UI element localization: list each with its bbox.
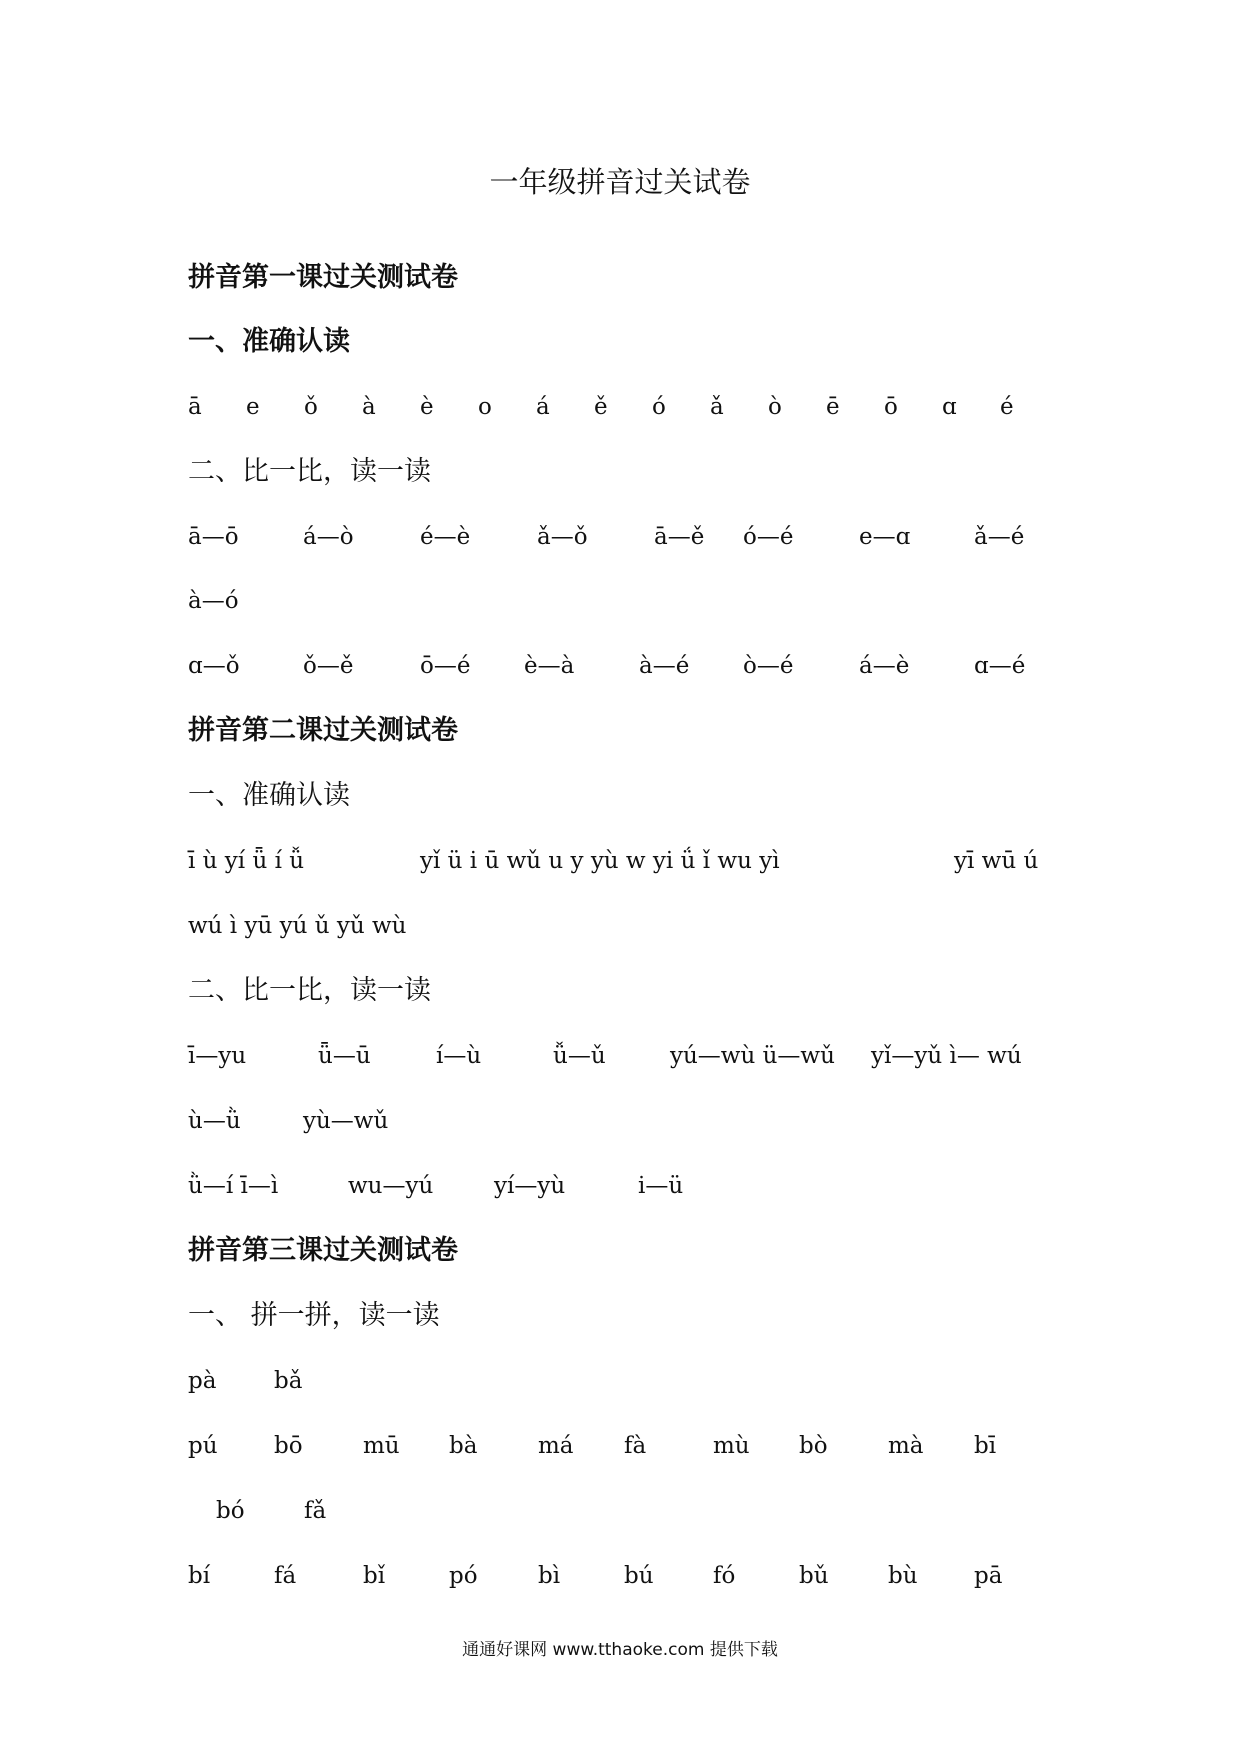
pinyin-item: i—ü [638,1173,684,1199]
lesson2-part2-heading: 二、比一比，读一读 [188,975,431,1006]
pinyin-item: bǎ [274,1368,303,1394]
pinyin-item: ǒ [304,394,318,420]
pinyin-item: yú—wù ü—wǔ [670,1043,835,1069]
pinyin-item: ò [768,394,782,420]
pinyin-item: ó [652,394,666,420]
pinyin-item: ō [884,394,898,420]
pinyin-item: bǔ [799,1563,829,1589]
pinyin-item: à [362,394,376,420]
pinyin-item: ā [188,394,202,420]
pinyin-item: má [538,1433,574,1459]
pinyin-item: bó [216,1498,245,1524]
lesson2-heading: 拼音第二课过关测试卷 [188,715,458,746]
pinyin-item: wu—yú [348,1173,434,1199]
pinyin-item: bì [538,1563,561,1589]
pinyin-item: ù—ǜ [188,1108,241,1134]
pinyin-item: fǎ [304,1498,327,1524]
pinyin-item: mù [713,1433,750,1459]
lesson3-part1-heading: 一、 拼一拼，读一读 [188,1300,440,1331]
pinyin-item: e [246,394,260,420]
pinyin-item: ō—é [420,653,471,679]
pinyin-item: à—é [639,653,690,679]
pinyin-item: yù—wǔ [303,1108,389,1134]
pinyin-item: ɑ [942,394,957,420]
pinyin-item: ǎ—ǒ [537,524,588,550]
pinyin-item: o [478,394,492,420]
pinyin-item: ǎ—é [974,524,1025,550]
pinyin-item: pó [449,1563,478,1589]
pinyin-item: ǜ—í ī—ì [188,1173,279,1199]
pinyin-item: ē [826,394,840,420]
pinyin-item: ɑ—é [974,653,1026,679]
pinyin-item: pú [188,1433,218,1459]
pinyin-item: ǖ—ū [318,1043,371,1069]
pinyin-item: ɑ—ǒ [188,653,240,679]
pinyin-item: ī ù yí ǖ í ǚ [188,848,305,874]
lesson1-heading: 拼音第一课过关测试卷 [188,262,458,293]
pinyin-item: ò—é [743,653,794,679]
pinyin-item: yǐ—yǔ ì— wú [871,1043,1022,1069]
pinyin-item: mū [363,1433,400,1459]
pinyin-item: á—ò [303,524,354,550]
lesson3-heading: 拼音第三课过关测试卷 [188,1235,458,1266]
pinyin-item: è—à [524,653,575,679]
pinyin-item: ǒ—ě [303,653,354,679]
pinyin-item: ě [594,394,608,420]
pinyin-item: é—è [420,524,471,550]
pinyin-item: fó [713,1563,736,1589]
pinyin-item: bà [449,1433,478,1459]
lesson1-part1-heading: 一、准确认读 [188,326,350,357]
pinyin-item: bī [974,1433,997,1459]
pinyin-item: fà [624,1433,647,1459]
lesson2-part1-heading: 一、准确认读 [188,780,350,811]
pinyin-item: á—è [859,653,910,679]
pinyin-item: bí [188,1563,211,1589]
pinyin-item: fá [274,1563,297,1589]
pinyin-item: pà [188,1368,217,1394]
pinyin-item: pā [974,1563,1003,1589]
pinyin-item: ó—é [743,524,794,550]
pinyin-item: ǚ—ǔ [553,1043,606,1069]
pinyin-item: bǐ [363,1563,386,1589]
pinyin-item: ǎ [710,394,724,420]
pinyin-item: bú [624,1563,654,1589]
pinyin-item: yí—yù [494,1173,566,1199]
pinyin-item: í—ù [436,1043,482,1069]
pinyin-item: bù [888,1563,918,1589]
pinyin-item: á [536,394,550,420]
pinyin-item: wú ì yū yú ǔ yǔ wù [188,913,407,939]
footer-credit: 通通好课网 www.tthaoke.com 提供下载 [462,1640,778,1660]
pinyin-item: ī—yu [188,1043,247,1069]
lesson1-part2-heading: 二、比一比，读一读 [188,456,431,487]
pinyin-item: à—ó [188,588,239,614]
pinyin-item: bò [799,1433,828,1459]
pinyin-item: mà [888,1433,924,1459]
pinyin-item: ā—ě [654,524,705,550]
pinyin-item: e—ɑ [859,524,911,550]
pinyin-item: ā—ō [188,524,239,550]
pinyin-item: yī wū ú [954,848,1039,874]
pinyin-item: bō [274,1433,303,1459]
pinyin-item: yǐ ü i ū wǔ u y yù w yi ǘ ǐ wu yì [420,848,780,874]
pinyin-item: è [420,394,434,420]
page-title: 一年级拼音过关试卷 [489,165,751,199]
pinyin-item: é [1000,394,1014,420]
